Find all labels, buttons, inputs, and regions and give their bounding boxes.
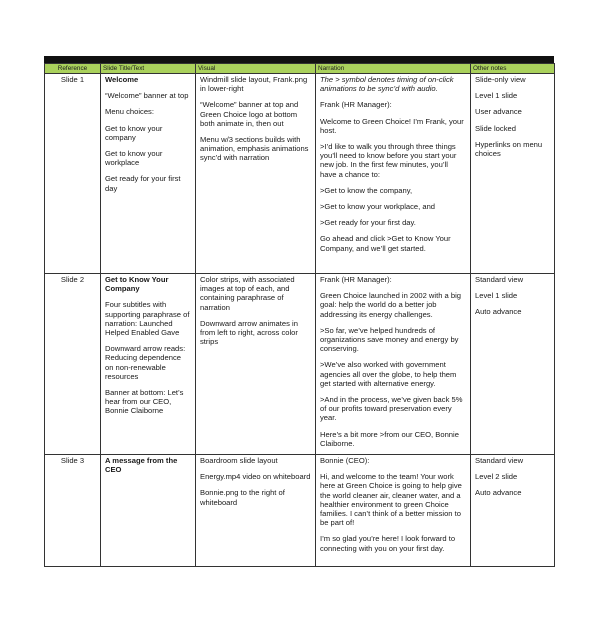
table-header-row [45, 64, 555, 74]
visual-line: Boardroom slide layout [200, 456, 278, 466]
narration-line: >And in the process, we’ve given back 5% of our profits toward preservation every year. [320, 395, 463, 423]
slide-text-line: Get to know your workplace [105, 149, 163, 168]
narration-timing-note: The > symbol denotes timing of on-click animations to be sync’d with audio. [320, 75, 454, 94]
storyboard-table [44, 63, 555, 567]
narration-line: >Get ready for your first day. [320, 218, 416, 228]
header-visual: Visual [196, 64, 316, 74]
notes-cell [471, 455, 555, 567]
note-line: User advance [475, 107, 522, 117]
narration-line: >So far, we’ve helped hundreds of organizations save money and energy by conserving. [320, 325, 459, 354]
note-line: Level 1 slide [475, 91, 518, 101]
narration-line: >Get to know the company, [320, 185, 413, 195]
table-top-bar [44, 56, 554, 63]
visual-line: Bonnie.png to the right of whiteboard [200, 488, 285, 507]
slide-title-cell [101, 455, 196, 567]
slide-title: Get to Know Your Company [105, 275, 169, 294]
visual-line: Menu w/3 sections builds with animation, emphasis animations sync’d with narration [200, 135, 309, 163]
slide-text-line: “Welcome” banner at top [105, 91, 189, 101]
narration-line: Here’s a bit more >from our CEO, Bonnie Claiborne. [320, 429, 459, 448]
narration-line: I’m so glad you’re here! I look forward to connecting with you on your first day. [320, 534, 456, 553]
narration-line: >I’d like to walk you through three things you’ll need to know before you start your new job. In the first few minutes, you’ll have a chance to: [320, 142, 457, 179]
slide-title-cell [101, 74, 196, 274]
table-row [45, 74, 555, 274]
narration-cell [316, 274, 471, 455]
note-line: Standard view [475, 456, 524, 466]
narration-line: Welcome to Green Choice! I’m Frank, your host. [320, 116, 464, 135]
note-line: Auto advance [475, 307, 522, 317]
notes-cell [471, 74, 555, 274]
note-line: Level 2 slide [475, 472, 518, 482]
note-line: Slide-only view [475, 75, 526, 84]
table-row [45, 274, 555, 455]
narration-cell [316, 74, 471, 274]
narration-line: Frank (HR Manager): [320, 275, 392, 284]
visual-line: Energy.mp4 video on whiteboard [200, 472, 311, 482]
notes-cell [471, 274, 555, 455]
narration-line: >We’ve also worked with government agencies all over the globe, to help them get started with alternative energy. [320, 360, 457, 388]
visual-line: Windmill slide layout, Frank.png in lower-right [200, 75, 308, 94]
narration-line: Bonnie (CEO): [320, 456, 370, 466]
visual-cell [196, 455, 316, 567]
slide-text-line: Get ready for your first day [105, 174, 181, 193]
header-reference: Reference [45, 64, 101, 74]
slide-title: Welcome [105, 75, 139, 84]
slide-title: A message from the CEO [105, 456, 178, 475]
narration-line: >Get to know your workplace, and [320, 202, 436, 212]
note-line: Slide locked [475, 123, 516, 133]
slide-text-line: Menu choices: [105, 107, 154, 117]
visual-cell [196, 274, 316, 455]
slide-text-line: Four subtitles with supporting paraphrase of narration: Launched Helped Enabled Gave [105, 300, 190, 338]
slide-reference: Slide 3 [45, 455, 101, 567]
slide-reference: Slide 1 [45, 74, 101, 274]
visual-line: Downward arrow animates in from left to right, across color strips [200, 318, 298, 347]
visual-line: Color strips, with associated images at top of each, and containing paraphrase of narration [200, 275, 295, 312]
slide-reference: Slide 2 [45, 274, 101, 455]
header-slide-title: Slide Title/Text [101, 64, 196, 74]
slide-text-line: Downward arrow reads: Reducing dependence on non-renewable resources [105, 344, 186, 381]
note-line: Standard view [475, 275, 524, 284]
narration-line: Green Choice launched in 2002 with a big goal: help the world do a better job addressing its energy challenges. [320, 291, 461, 319]
header-narration: Narration [316, 64, 471, 74]
note-line: Level 1 slide [475, 291, 518, 301]
narration-cell [316, 455, 471, 567]
narration-line: Frank (HR Manager): [320, 100, 392, 110]
note-line: Hyperlinks on menu choices [475, 139, 543, 159]
note-line: Auto advance [475, 488, 522, 498]
table-row [45, 455, 555, 567]
slide-title-cell [101, 274, 196, 455]
narration-line: Hi, and welcome to the team! Your work here at Green Choice is going to help give the world cleaner air, cleaner water, and a healthier environment to green Choice families. I can’t think of a better mission to be part of! [320, 472, 462, 528]
visual-cell [196, 74, 316, 274]
header-other-notes: Other notes [471, 64, 555, 74]
slide-text-line: Banner at bottom: Let’s hear from our CEO, Bonnie Claiborne [105, 388, 184, 416]
slide-text-line: Get to know your company [105, 123, 163, 142]
narration-line: Go ahead and click >Get to Know Your Company, and we’ll get started. [320, 234, 451, 253]
visual-line: “Welcome” banner at top and Green Choice logo at bottom both animate in, then out [200, 100, 299, 128]
